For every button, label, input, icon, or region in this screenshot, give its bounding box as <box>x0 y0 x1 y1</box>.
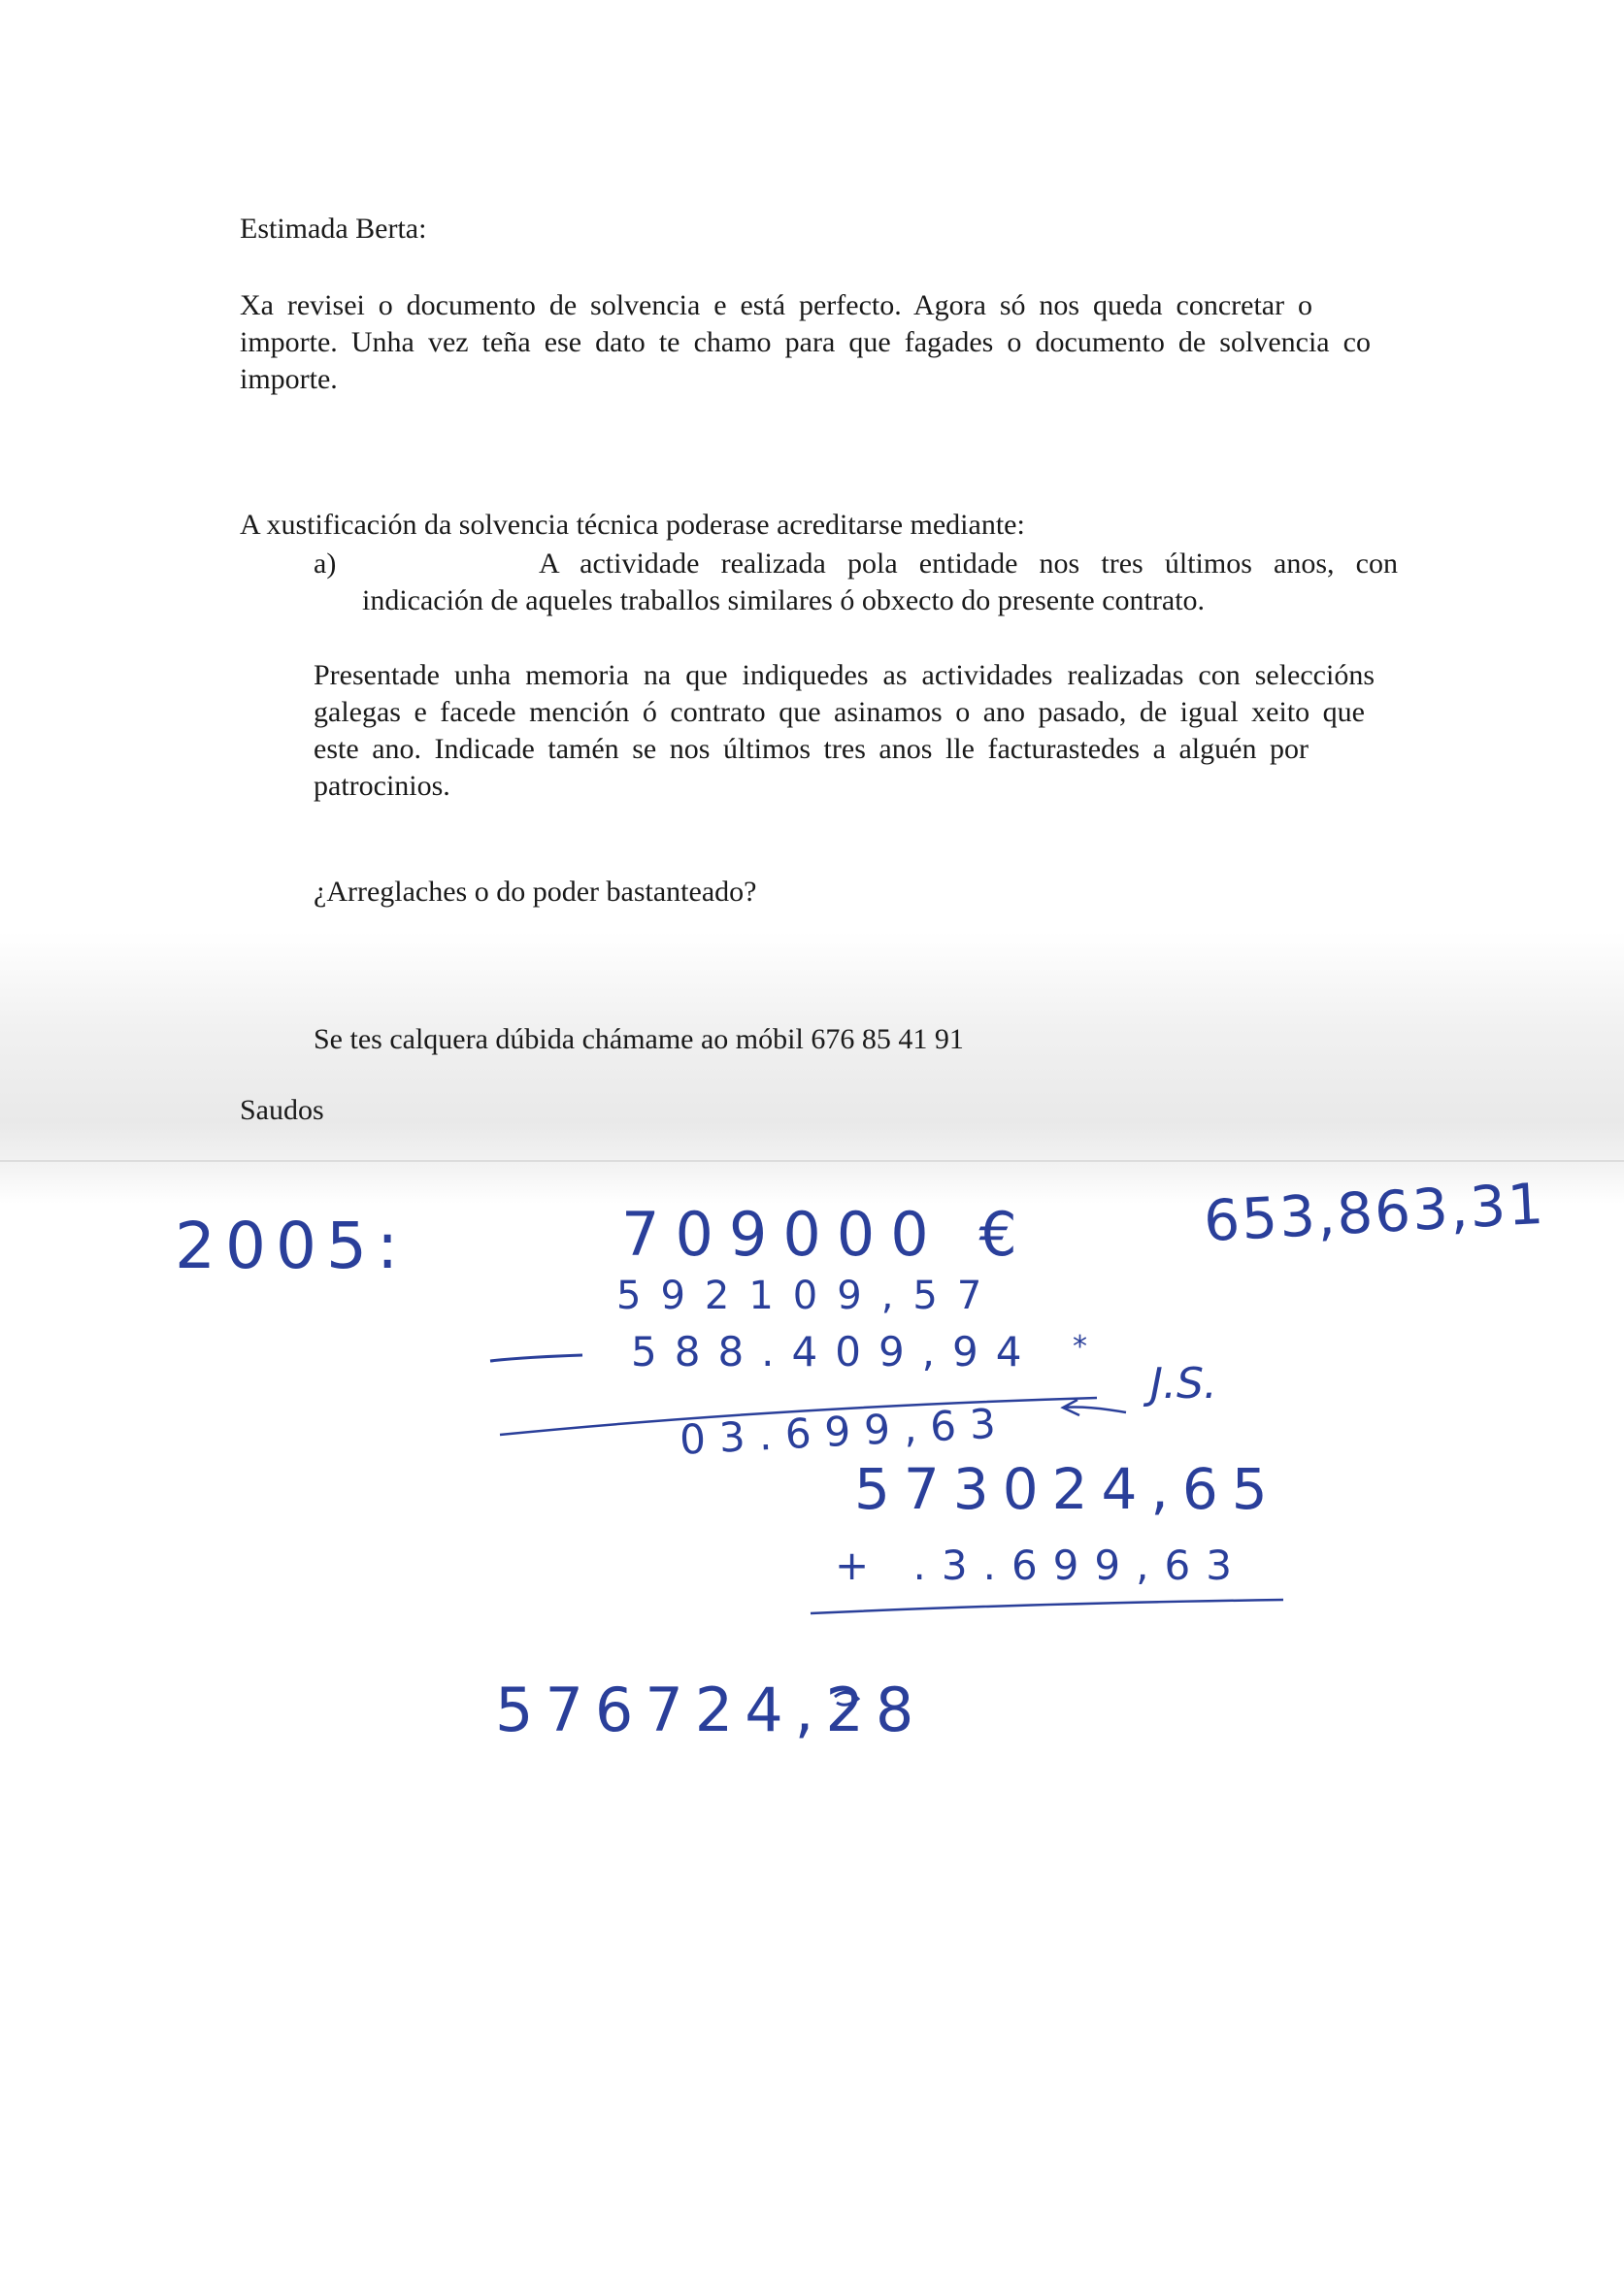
paragraph1-line2: importe. Unha vez teña ese dato te chamo para que fagades o documento de solvencia co <box>240 326 1371 358</box>
paragraph2-line2: galegas e facede mención ó contrato que asinamos o ano pasado, de igual xeito que <box>314 696 1365 728</box>
handwritten-line-5: + .3.699,63 <box>835 1542 1247 1589</box>
greeting: Estimada Berta: <box>240 213 427 245</box>
closing: Saudos <box>240 1094 324 1126</box>
paper-fold-shading <box>0 932 1624 1204</box>
handwritten-amount-total: 709000 € <box>621 1199 1033 1270</box>
handwritten-year: 2005: <box>175 1209 409 1283</box>
paragraph2-line1: Presentade unha memoria na que indiquedes as actividades realizadas con seleccións <box>314 659 1375 691</box>
addition-rule <box>811 1600 1283 1613</box>
item-a-marker: a) <box>314 547 337 580</box>
handwritten-star: * <box>1073 1330 1087 1364</box>
contact-line: Se tes calquera dúbida chámame ao móbil 676 85 41 91 <box>314 1023 964 1055</box>
paragraph1-line3: importe. <box>240 363 338 395</box>
paper-fold-crease <box>0 1160 1624 1162</box>
paragraph2-line3: este ano. Indicade tamén se nos últimos tres anos lle facturastedes a alguén por <box>314 733 1309 765</box>
question-line: ¿Arreglaches o do poder bastanteado? <box>314 876 757 908</box>
minus-stroke <box>490 1355 582 1361</box>
justification-intro: A xustificación da solvencia técnica poderase acreditarse mediante: <box>240 509 1025 541</box>
handwritten-line-2: 588.409,94 <box>631 1328 1040 1376</box>
arrow-stroke <box>1063 1400 1126 1415</box>
item-a-line2: indicación de aqueles traballos similares ó obxecto do presente contrato. <box>362 584 1206 616</box>
handwritten-amount-right: 653,863,31 <box>1202 1170 1547 1255</box>
paragraph2-line4: patrocinios. <box>314 770 450 802</box>
handwritten-line-4: 573024,65 <box>854 1456 1281 1522</box>
item-a-line1: A actividade realizada pola entidade nos tres últimos anos, con <box>539 547 1398 580</box>
handwritten-difference: 03.699,63 <box>678 1399 1011 1464</box>
handwritten-line-1: 592109,57 <box>616 1274 1002 1318</box>
paragraph1-line1: Xa revisei o documento de solvencia e está perfecto. Agora só nos queda concretar o <box>240 289 1312 321</box>
handwritten-result: 576724,28 <box>495 1675 926 1745</box>
handwritten-initials: J.S. <box>1150 1359 1217 1409</box>
